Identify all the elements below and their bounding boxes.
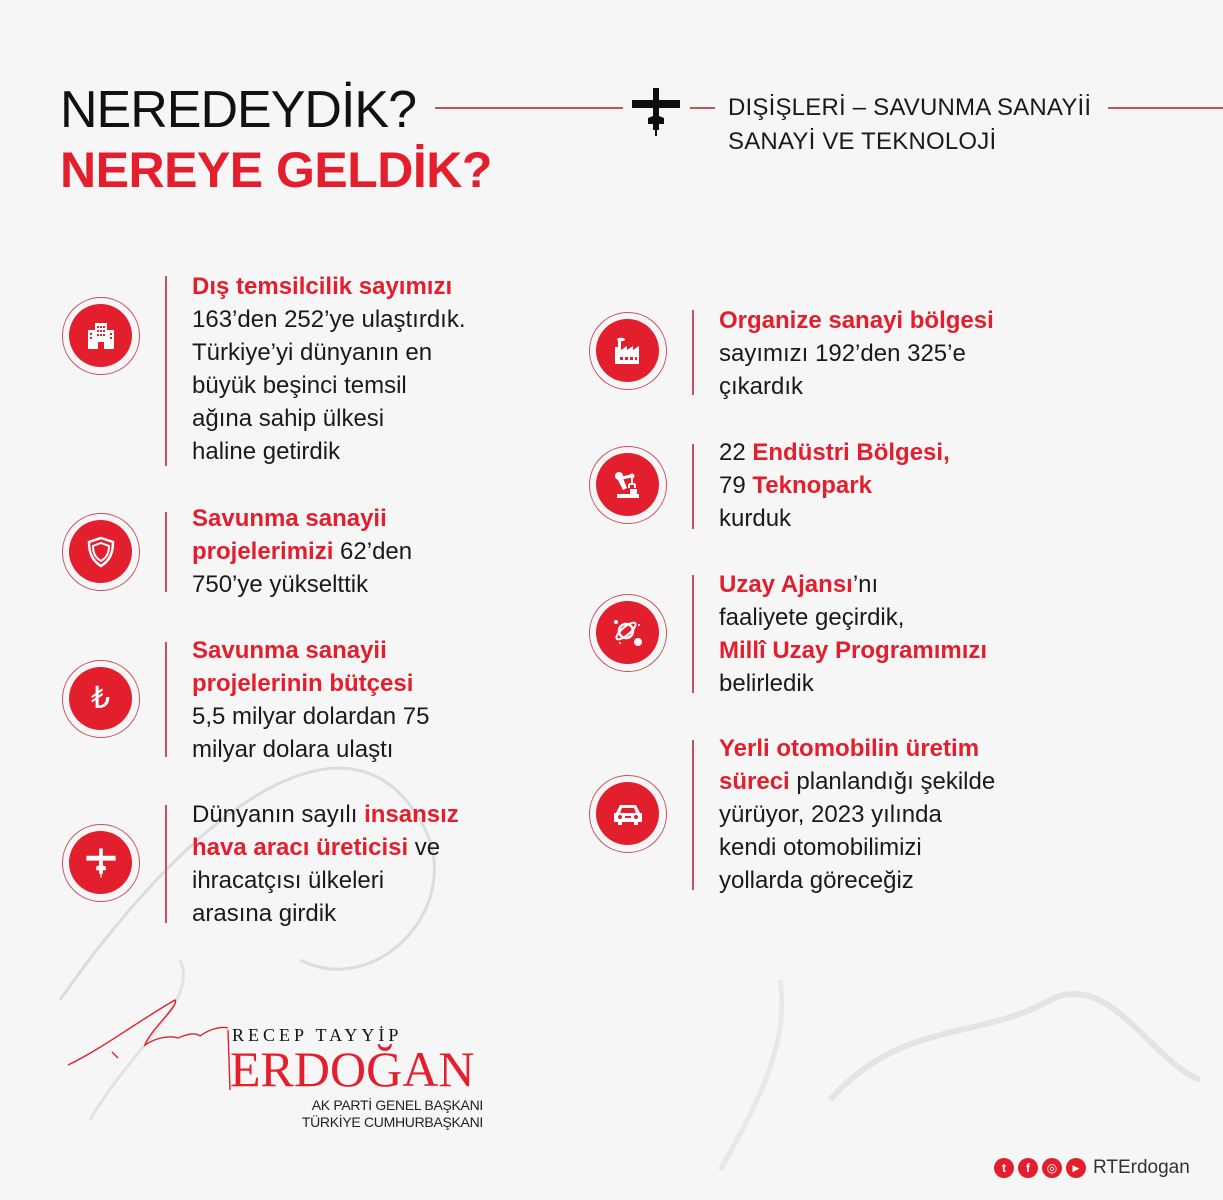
signature-role-party: AK PARTİ GENEL BAŞKANI: [311, 1097, 483, 1113]
line: Yerli otomobilin üretim: [719, 735, 980, 762]
line: süreci planlandığı şekilde: [719, 768, 996, 795]
page-title-line1: NEREDEYDİK?: [60, 81, 416, 139]
divider: [165, 276, 167, 466]
line: projelerinin bütçesi: [192, 670, 414, 697]
page-title-line2: NEREYE GELDİK?: [60, 142, 492, 198]
line: 163’den 252’ye ulaştırdık.: [192, 306, 466, 333]
icon-ring: [62, 824, 140, 902]
drone-icon: [69, 831, 132, 894]
social-links: [994, 1157, 1190, 1179]
twitter-icon[interactable]: t: [994, 1158, 1014, 1178]
stat-text: [719, 732, 995, 897]
category-title-line2: SANAYİ VE TEKNOLOJİ: [728, 128, 997, 155]
social-handle[interactable]: RTErdogan: [1093, 1157, 1190, 1178]
turkish-lira-icon: ₺: [69, 667, 132, 730]
line: büyük beşinci temsil: [192, 372, 407, 399]
stat-text: [192, 502, 412, 601]
category-title-line1: DIŞİŞLERİ – SAVUNMA SANAYİİ: [728, 94, 1092, 121]
line: yollarda göreceğiz: [719, 867, 914, 894]
line: belirledik: [719, 670, 814, 697]
line: Türkiye’yi dünyanın en: [192, 339, 433, 366]
line: faaliyete geçirdik,: [719, 604, 905, 631]
stat-text: [719, 568, 987, 700]
header-divider-right: [1108, 107, 1223, 109]
icon-ring: [589, 446, 667, 524]
header-divider-mid: [690, 107, 715, 109]
line: kendi otomobilimizi: [719, 834, 922, 861]
factory-icon: [596, 319, 659, 382]
line: Millî Uzay Programımızı: [719, 637, 988, 664]
icon-ring: [62, 297, 140, 375]
line: Dış temsilcilik sayımızı: [192, 273, 453, 300]
car-icon: [596, 782, 659, 845]
signature-first-names: RECEP TAYYİP: [232, 1025, 403, 1045]
line: 750’ye yükselttik: [192, 571, 369, 598]
header-divider-left: [435, 107, 623, 109]
icon-ring: [62, 513, 140, 591]
line: 79 Teknopark: [719, 472, 872, 499]
facebook-icon[interactable]: f: [1018, 1158, 1038, 1178]
line: kurduk: [719, 505, 792, 532]
line: ihracatçısı ülkeleri: [192, 867, 385, 894]
drone-icon: [628, 86, 684, 138]
signature-role-president: TÜRKİYE CUMHURBAŞKANI: [301, 1114, 483, 1130]
line: haline getirdik: [192, 438, 341, 465]
stat-text: [192, 798, 459, 930]
divider: [692, 740, 694, 890]
line: projelerimizi 62’den: [192, 538, 413, 565]
building-icon: [69, 304, 132, 367]
instagram-icon[interactable]: ◎: [1042, 1158, 1062, 1178]
line: çıkardık: [719, 373, 804, 400]
line: Dünyanın sayılı insansız: [192, 801, 459, 828]
divider: [165, 805, 167, 923]
line: 5,5 milyar dolardan 75: [192, 703, 430, 730]
signature-surname: ERDOĞAN: [230, 1041, 475, 1097]
stat-text: [719, 304, 994, 403]
line: milyar dolara ulaştı: [192, 736, 394, 763]
line: Organize sanayi bölgesi: [719, 307, 994, 334]
icon-ring: [589, 594, 667, 672]
line: hava aracı üreticisi ve: [192, 834, 441, 861]
line: Savunma sanayii: [192, 505, 387, 532]
line: arasına girdik: [192, 900, 337, 927]
planet-icon: [596, 601, 659, 664]
shield-icon: [69, 520, 132, 583]
stat-text: [719, 436, 950, 535]
divider: [692, 444, 694, 529]
divider: [692, 310, 694, 395]
line: Uzay Ajansı’nı: [719, 571, 879, 598]
line: 22 Endüstri Bölgesi,: [719, 439, 950, 466]
youtube-icon[interactable]: ▶: [1066, 1158, 1086, 1178]
divider: [165, 642, 167, 757]
robot-arm-icon: [596, 453, 659, 516]
stat-text: [192, 634, 429, 766]
icon-ring: [62, 660, 140, 738]
line: ağına sahip ülkesi: [192, 405, 385, 432]
divider: [165, 512, 167, 592]
divider: [692, 575, 694, 693]
line: Savunma sanayii: [192, 637, 387, 664]
stat-text: [192, 270, 466, 468]
icon-ring: [589, 312, 667, 390]
line: sayımızı 192’den 325’e: [719, 340, 966, 367]
icon-ring: [589, 775, 667, 853]
line: yürüyor, 2023 yılında: [719, 801, 942, 828]
